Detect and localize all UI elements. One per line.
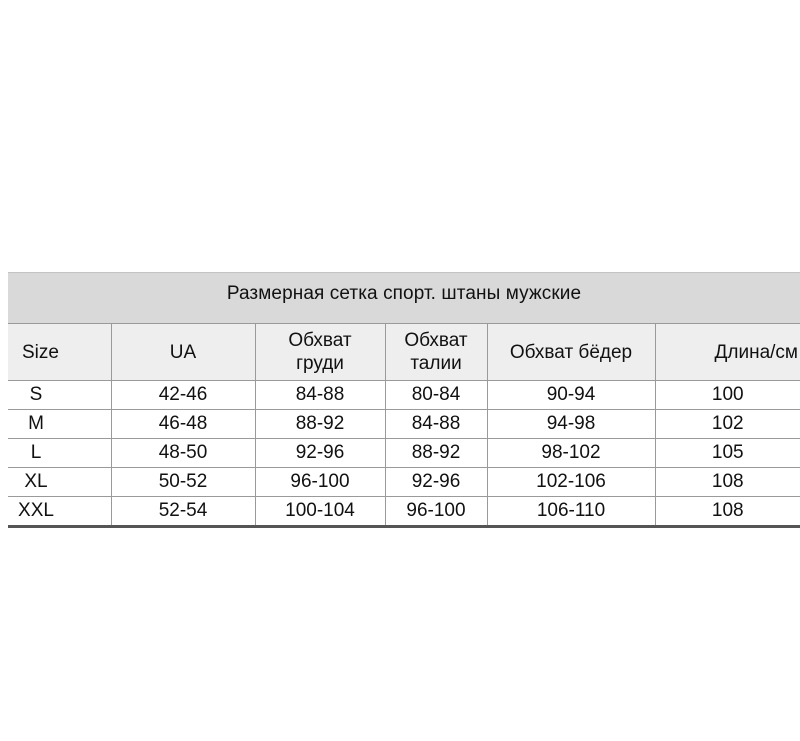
length-cell: 108 <box>655 468 800 497</box>
table-row <box>8 410 800 439</box>
chest-cell: 84-88 <box>255 381 385 410</box>
hips-cell: 90-94 <box>487 381 655 410</box>
size-cell: S <box>8 381 111 410</box>
length-cell: 105 <box>655 439 800 468</box>
size-cell: M <box>8 410 111 439</box>
chart-title: Размерная сетка спорт. штаны мужские <box>8 272 800 323</box>
header-row <box>8 324 800 381</box>
ua-cell: 42-46 <box>111 381 255 410</box>
ua-cell: 46-48 <box>111 410 255 439</box>
size-cell: XXL <box>8 497 111 527</box>
column-header-hips: Обхват бёдер <box>487 324 655 381</box>
table-row <box>8 497 800 527</box>
size-cell: XL <box>8 468 111 497</box>
table-row <box>8 381 800 410</box>
hips-cell: 98-102 <box>487 439 655 468</box>
chest-cell: 92-96 <box>255 439 385 468</box>
column-header-ua: UA <box>111 324 255 381</box>
length-cell: 108 <box>655 497 800 527</box>
waist-cell: 84-88 <box>385 410 487 439</box>
chest-cell: 88-92 <box>255 410 385 439</box>
chest-cell: 96-100 <box>255 468 385 497</box>
hips-cell: 94-98 <box>487 410 655 439</box>
size-cell: L <box>8 439 111 468</box>
ua-cell: 52-54 <box>111 497 255 527</box>
length-cell: 102 <box>655 410 800 439</box>
size-chart <box>8 272 800 528</box>
waist-cell: 80-84 <box>385 381 487 410</box>
column-header-waist: Обхват талии <box>385 324 487 381</box>
chest-cell: 100-104 <box>255 497 385 527</box>
column-header-chest: Обхват груди <box>255 324 385 381</box>
column-header-length: Длина/см <box>655 324 800 381</box>
hips-cell: 106-110 <box>487 497 655 527</box>
length-cell: 100 <box>655 381 800 410</box>
ua-cell: 48-50 <box>111 439 255 468</box>
waist-cell: 88-92 <box>385 439 487 468</box>
table-row <box>8 468 800 497</box>
waist-cell: 96-100 <box>385 497 487 527</box>
table-row <box>8 439 800 468</box>
column-header-size: Size <box>8 324 111 381</box>
size-table <box>8 323 800 528</box>
hips-cell: 102-106 <box>487 468 655 497</box>
ua-cell: 50-52 <box>111 468 255 497</box>
waist-cell: 92-96 <box>385 468 487 497</box>
